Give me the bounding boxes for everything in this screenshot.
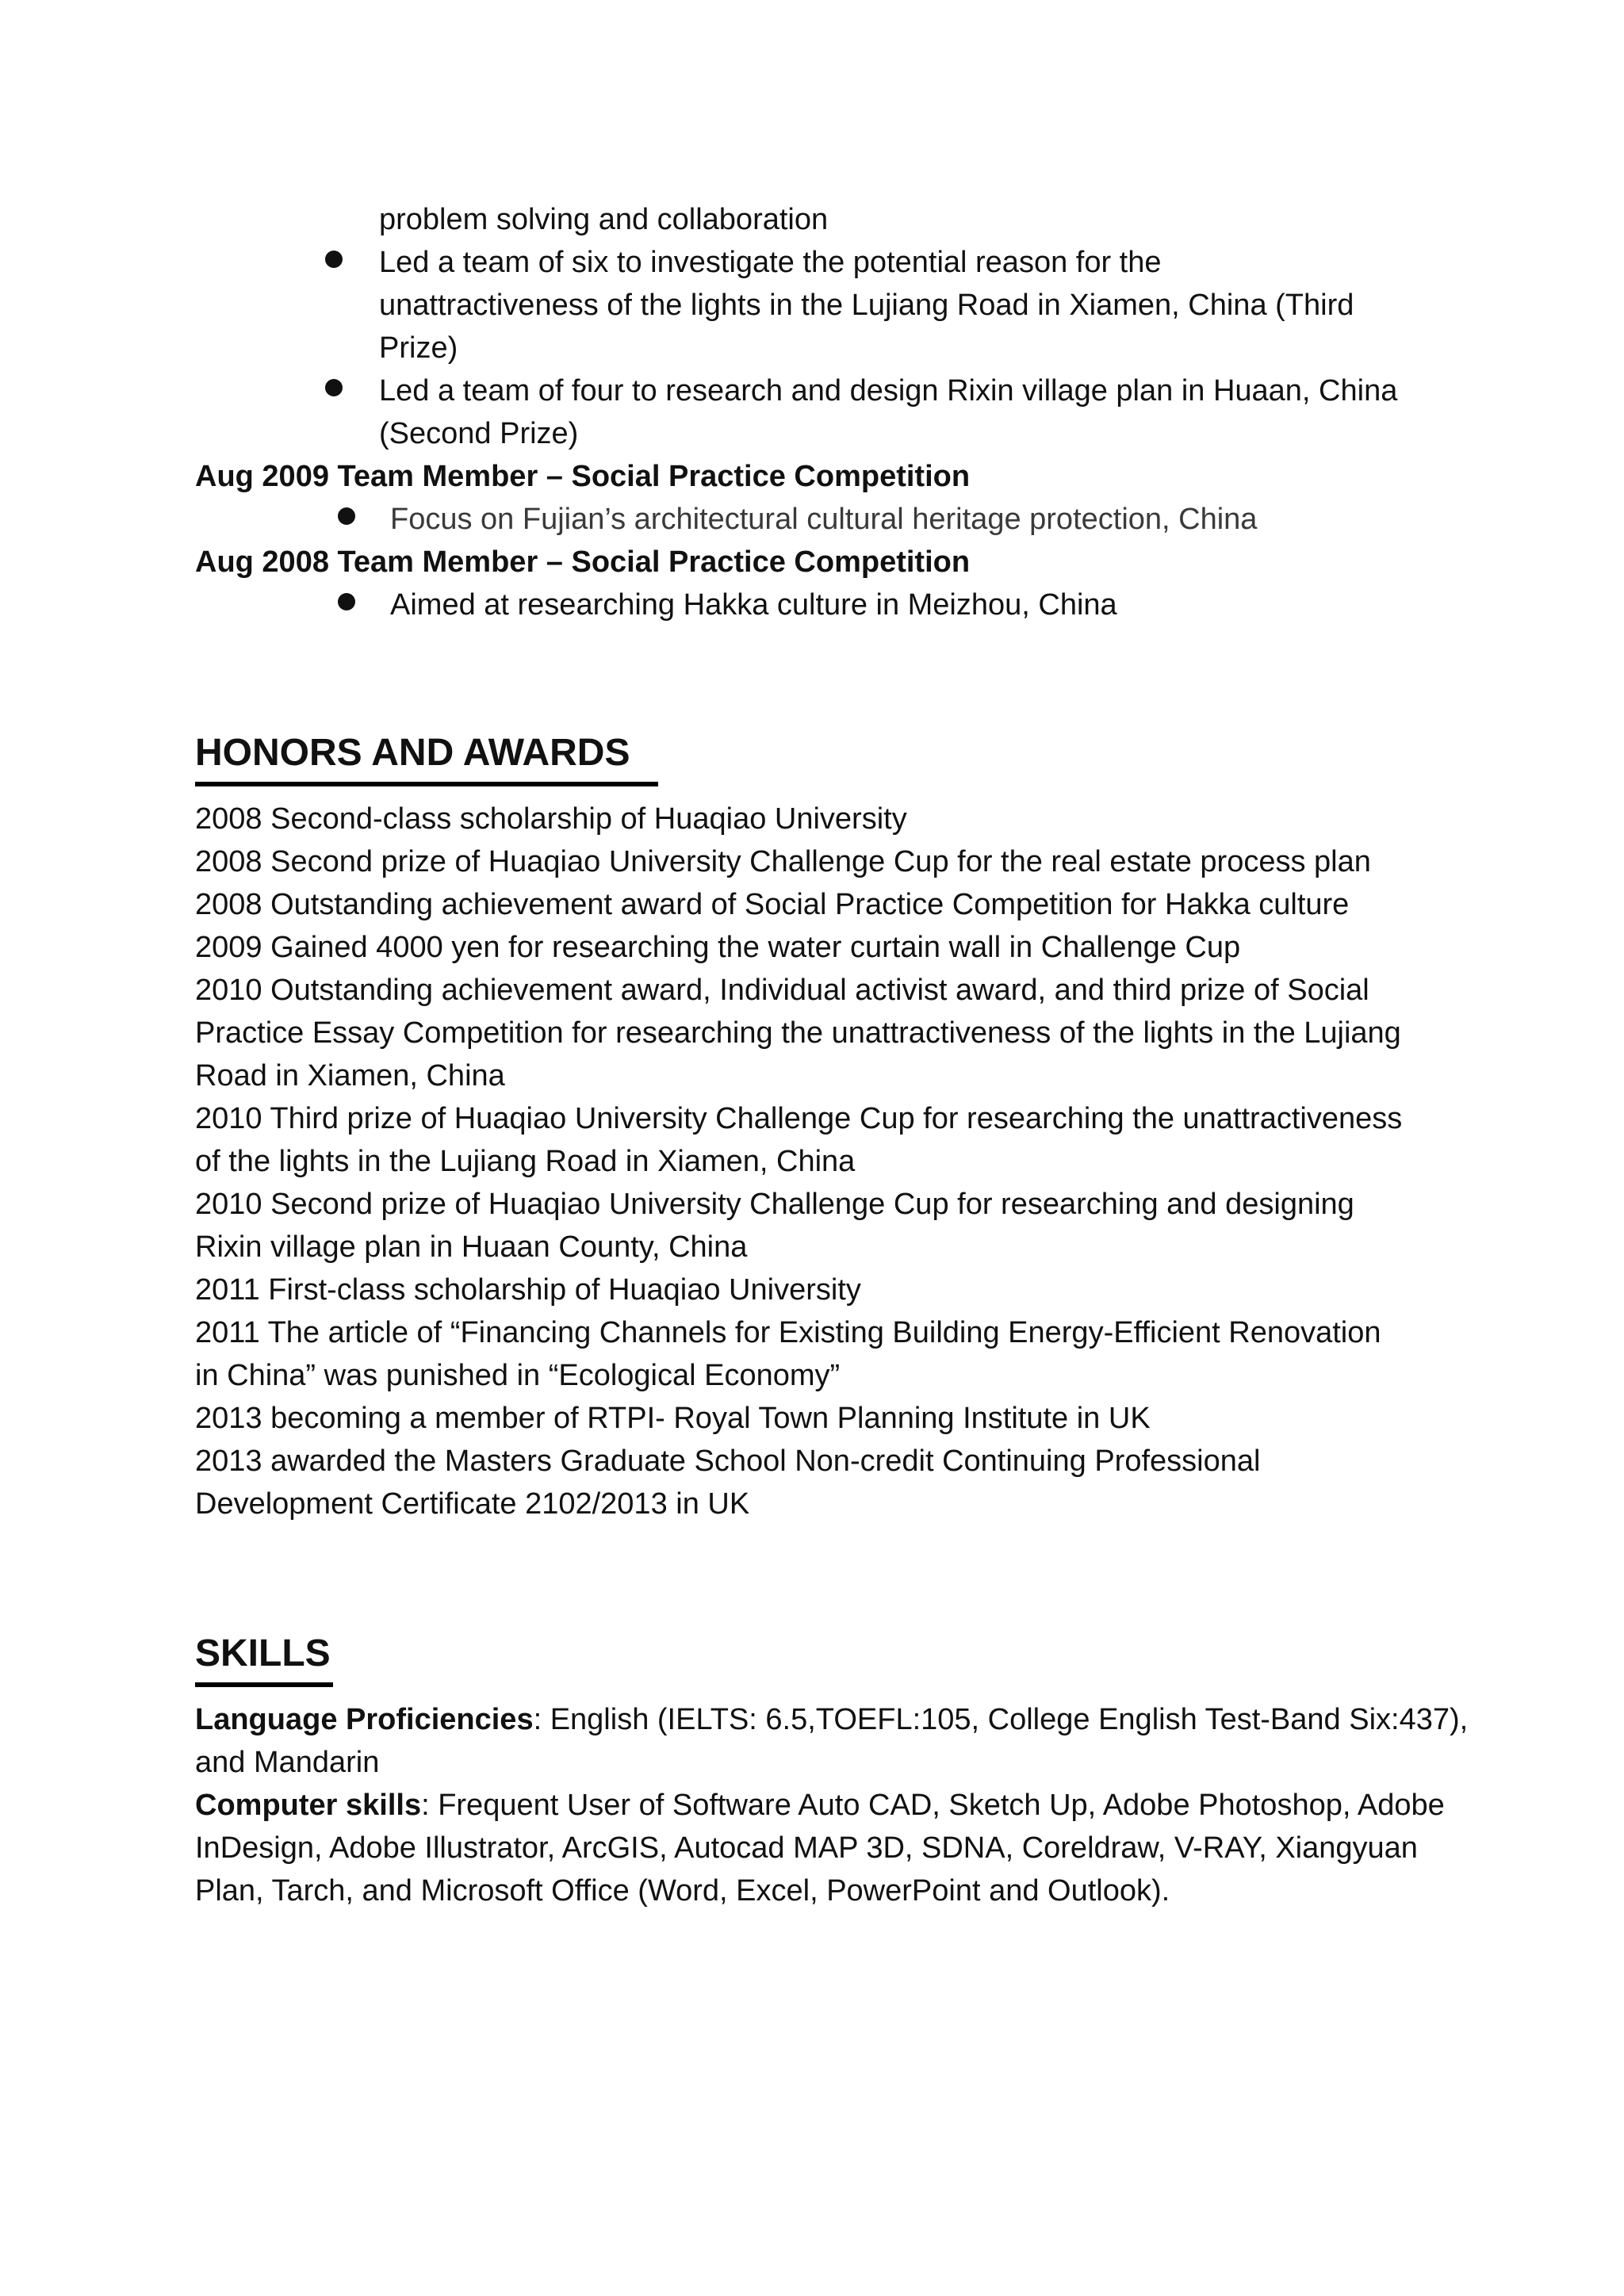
honors-line: 2013 awarded the Masters Graduate School Non-credit Continuing Professional [195, 1445, 1261, 1478]
continuation-line: problem solving and collaboration [379, 203, 829, 236]
honors-line: 2010 Second prize of Huaqiao University Challenge Cup for researching and designing [195, 1188, 1354, 1221]
honors-line: 2008 Outstanding achievement award of Social Practice Competition for Hakka culture [195, 888, 1350, 921]
computer-skills-line-3: Plan, Tarch, and Microsoft Office (Word, Excel, PowerPoint and Outlook). [195, 1874, 1170, 1908]
honors-line: of the lights in the Lujiang Road in Xiamen, China [195, 1145, 856, 1178]
team-bullet-2-line-2: (Second Prize) [379, 417, 579, 450]
honors-title: HONORS AND AWARDS [195, 732, 630, 774]
honors-line: Road in Xiamen, China [195, 1059, 505, 1093]
computer-skills-text: : Frequent User of Software Auto CAD, Sketch Up, Adobe Photoshop, Adobe [421, 1789, 1445, 1822]
skills-title-underline [195, 1682, 333, 1687]
honors-line: in China” was punished in “Ecological Economy” [195, 1359, 841, 1392]
honors-line: Rixin village plan in Huaan County, China [195, 1230, 748, 1264]
entry-heading-2009: Aug 2009 Team Member – Social Practice Competition [195, 460, 971, 493]
honors-line: 2011 First-class scholarship of Huaqiao University [195, 1273, 861, 1307]
entry-bullet-2009: Focus on Fujian’s architectural cultural heritage protection, China [390, 503, 1258, 536]
honors-line: 2013 becoming a member of RTPI- Royal Town Planning Institute in UK [195, 1402, 1151, 1435]
bullet-dot-icon [338, 507, 355, 525]
language-proficiencies-label: Language Proficiencies [195, 1703, 534, 1736]
team-bullet-1-line-1: Led a team of six to investigate the potential reason for the [379, 246, 1162, 279]
computer-skills-line-2: InDesign, Adobe Illustrator, ArcGIS, Autocad MAP 3D, SDNA, Coreldraw, V-RAY, Xiangyuan [195, 1831, 1418, 1865]
computer-skills-label: Computer skills [195, 1789, 422, 1822]
honors-line: Practice Essay Competition for researching the unattractiveness of the lights in the Lujiang [195, 1016, 1401, 1050]
team-bullet-1-line-2: unattractiveness of the lights in the Lujiang Road in Xiamen, China (Third [379, 289, 1354, 322]
honors-line: 2009 Gained 4000 yen for researching the water curtain wall in Challenge Cup [195, 931, 1241, 964]
honors-line: 2008 Second-class scholarship of Huaqiao University [195, 802, 907, 836]
entry-heading-2008: Aug 2008 Team Member – Social Practice Competition [195, 545, 971, 579]
entry-bullet-2008: Aimed at researching Hakka culture in Meizhou, China [390, 588, 1117, 622]
honors-line: Development Certificate 2102/2013 in UK [195, 1487, 750, 1521]
honors-line: 2008 Second prize of Huaqiao University Challenge Cup for the real estate process plan [195, 845, 1371, 878]
honors-line: 2010 Third prize of Huaqiao University Challenge Cup for researching the unattractiveness [195, 1102, 1403, 1135]
computer-skills-line-1 [195, 1784, 1445, 1827]
bullet-dot-icon [325, 251, 343, 268]
honors-line: 2010 Outstanding achievement award, Individual activist award, and third prize of Social [195, 974, 1369, 1007]
bullet-dot-icon [325, 379, 343, 396]
honors-title-underline [195, 782, 658, 786]
team-bullet-1-line-3: Prize) [379, 331, 458, 365]
language-proficiencies-text: : English (IELTS: 6.5,TOEFL:105, College English Test-Band Six:437), [533, 1703, 1469, 1736]
language-proficiencies-line-1 [195, 1698, 1469, 1741]
bullet-dot-icon [338, 593, 355, 610]
skills-title: SKILLS [195, 1632, 331, 1674]
team-bullet-2-line-1: Led a team of four to research and design Rixin village plan in Huaan, China [379, 374, 1398, 408]
language-proficiencies-line-2: and Mandarin [195, 1746, 380, 1779]
honors-line: 2011 The article of “Financing Channels for Existing Building Energy-Efficient Renovation [195, 1316, 1381, 1349]
